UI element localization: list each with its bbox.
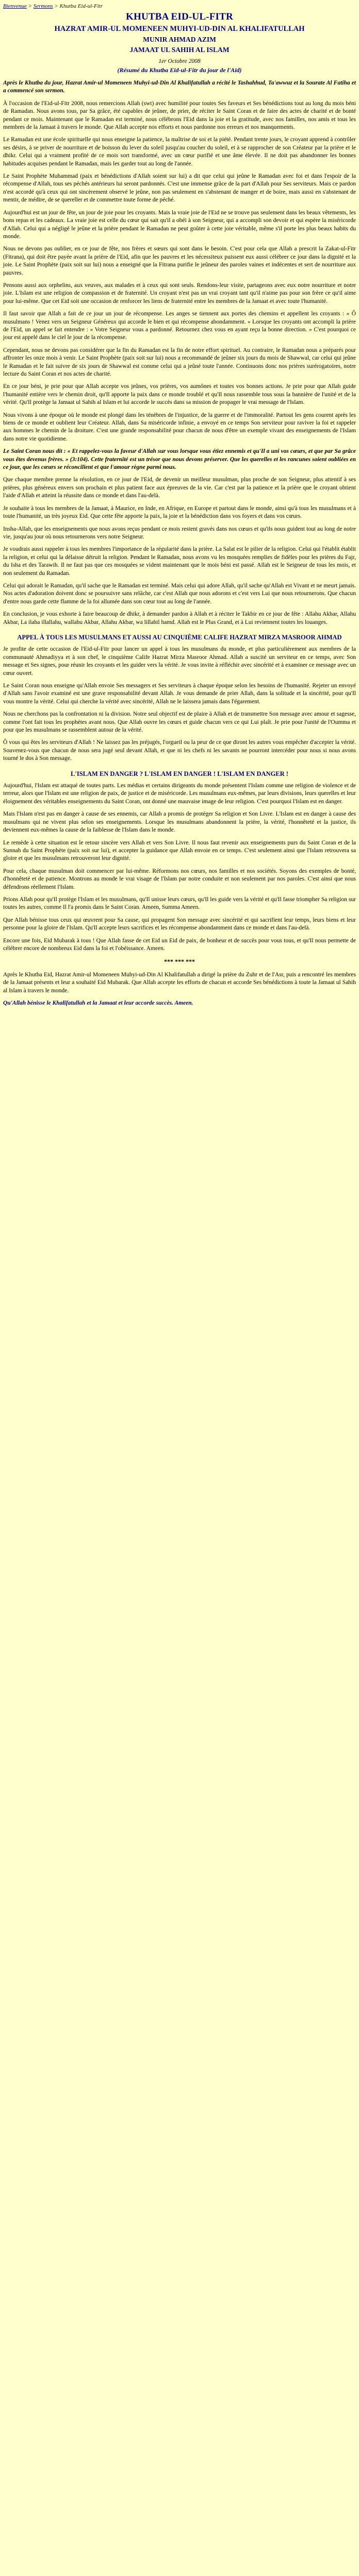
page-subtitle: HAZRAT AMIR-UL MOMENEEN MUHYI-UD-DIN AL KHALIFATULLAH [54, 25, 305, 33]
body-paragraph: Le Ramadan est une école spirituelle qui nous enseigne la patience, la maîtrise de soi et la piété. Pendant trente jours, le croyant apprend à contrôler ses désirs, à se priver de nourriture et de boisson du lever du soleil jusqu'au coucher du soleil, et à se rapprocher de son Créateur par la prière et le dhikr. Celui qui a vraiment profité de ce mois sort transformé, avec un cœur purifié et une âme élevée. Il ne doit pas abandonner les bonnes habitudes acquises pendant le Ramadan, mais les garder tout au long de l'année. [3, 137, 356, 167]
breadcrumb-current: Khutba Eid-ul-Fitr [59, 3, 103, 9]
body-paragraph: Je voudrais aussi rappeler à tous les membres l'importance de la régularité dans la prière. La Salat est le pilier de la religion. Celui qui l'établit établit la religion, et celui qui la délaisse détruit la religion. Pendant le Ramadan, nous avons vu les mosquées remplies de fidèles pour les prières du Fajr, du Isha et des Tarawih. Il ne faut pas que ces mosquées se vident maintenant que le mois béni est passé. Allah est le Seigneur de tous les mois, et non seulement du Ramadan. [3, 546, 356, 577]
body-paragraph: Insha-Allah, que les enseignements que nous avons reçus pendant ce mois restent gravés dans nos cœurs et qu'ils nous guident tout au long de notre vie, jusqu'au jour où nous retournerons vers notre Seigneur. [3, 526, 356, 540]
body-paragraph: En ce jour béni, je prie pour que Allah accepte vos jeûnes, vos prières, vos aumônes et toutes vos bonnes actions. Je prie pour que Allah guide l'humanité entière vers le chemin droit, qu'Il apporte la paix dans ce monde troublé et qu'Il nous rassemble tous sous la bannière de l'unité et de la vérité. Qu'Il protège la Jamaat ul Sahih al Islam et lui accorde le succès dans sa mission de propager le vrai message de l'Islam. [3, 383, 356, 406]
body-paragraph: Que chaque membre prenne la résolution, en ce jour de l'Eid, de devenir un meilleur musulman, plus proche de son Seigneur, plus attentif à ses prières, plus généreux envers son prochain et plus patient face aux épreuves de la vie. Car c'est par la patience et la prière que le croyant obtient l'aide d'Allah et atteint la réussite dans ce monde et dans l'au-delà. [3, 477, 356, 499]
body-paragraph: Ô vous qui êtes les serviteurs d'Allah ! Ne laissez pas les préjugés, l'orgueil ou la peur de ce que diront les autres vous empêcher d'accepter la vérité. Souvenez-vous que chacun de nous sera jugé seul devant Allah, et que ni les chefs ni les savants ne pourront intercéder pour nous si nous avons tourné le dos à Son message. [3, 739, 356, 762]
body-paragraph: À l'occasion de l'Eid-ul-Fitr 2008, nous remercions Allah (swt) avec humilité pour toutes Ses faveurs et Ses bénédictions tout au long du mois béni de Ramadan. Nous avons tous, par Sa grâce, été capables de jeûner, de prier, de réciter le Saint Coran et de faire des actes de charité et de bonté pendant ce mois. Maintenant que le Ramadan est terminé, nous célébrons l'Eid dans la joie et la gratitude, avec nos familles, nos amis et tous les membres de la Jamaat à travers le monde. Que Allah accepte nos efforts et nous pardonne nos erreurs et nos manquements. [3, 100, 356, 131]
page-title: KHUTBA EID-UL-FITR [126, 11, 233, 22]
organization-name: JAMAAT UL SAHIH AL ISLAM [129, 46, 230, 54]
sermon-topic: (Résumé du Khutba Eid-ul-Fitr du jour de l'Aïd) [117, 66, 242, 74]
breadcrumb [3, 3, 356, 9]
breadcrumb-home-link[interactable]: Bienvenue [3, 3, 27, 9]
body-paragraph: Nous ne devons pas oublier, en ce jour de fête, nos frères et sœurs qui sont dans le besoin. C'est pour cela que Allah a prescrit la Zakat-ul-Fitr (Fitrana), qui doit être payée avant la prière de l'Eid, afin que les pauvres et les nécessiteux puissent eux aussi célébrer ce jour dans la dignité et la joie. Le Saint Prophète (paix soit sur lui) nous a enseigné que la Fitrana purifie le jeûneur des paroles vaines et indécentes et sert de nourriture aux pauvres. [3, 246, 356, 276]
body-paragraph: Pensons aussi aux orphelins, aux veuves, aux malades et à ceux qui sont seuls. Rendons-leur visite, partageons avec eux notre nourriture et notre joie. L'Islam est une religion de compassion et de fraternité. Un croyant n'est pas un vrai croyant tant qu'il n'aime pas pour son frère ce qu'il aime pour lui-même. Que cet Eid soit une occasion de renforcer les liens de fraternité entre les membres de la Jamaat et avec toute l'humanité. [3, 282, 356, 304]
header [3, 11, 356, 54]
body-paragraph: Cependant, nous ne devons pas considérer que la fin du Ramadan est la fin de notre effort spirituel. Au contraire, le Ramadan nous a préparés pour affronter les onze mois à venir. Le Saint Prophète (paix soit sur lui) nous a recommandé de jeûner six jours du mois de Shawwal, car celui qui jeûne le Ramadan et le fait suivre de six jours de Shawwal est comme celui qui a jeûné toute l'année. Continuons donc nos prières surérogatoires, notre lecture du Saint Coran et nos actes de charité. [3, 347, 356, 377]
body-paragraph: Le Saint Coran nous enseigne qu'Allah envoie Ses messagers et Ses serviteurs à chaque époque selon les besoins de l'humanité. Rejeter un envoyé d'Allah sans l'avoir examiné est une grave responsabilité devant Allah. Je vous demande de prier Allah, dans la solitude et la sincérité, pour qu'Il vous montre la vérité. Celui qui cherche la vérité avec sincérité, Allah ne le laissera jamais dans l'égarement. [3, 683, 356, 705]
body-paragraph: Encore une fois, Eid Mubarak à tous ! Que Allah fasse de cet Eid un Eid de paix, de bonheur et de succès pour vous tous, et qu'Il nous permette de célébrer encore de nombreux Eid dans la foi et l'obéissance. Ameen. [3, 937, 356, 952]
breadcrumb-section-link[interactable]: Sermons [33, 3, 53, 9]
body-paragraph: Celui qui adorait le Ramadan, qu'il sache que le Ramadan est terminé. Mais celui qui adore Allah, qu'il sache qu'Allah est Vivant et ne meurt jamais. Nos actes d'adoration doivent donc se poursuivre sans relâche, car c'est Allah que nous adorons et c'est vers Lui que nous retournerons. Que chacun d'entre nous garde cette flamme de la foi allumée dans son cœur tout au long de l'année. [3, 582, 356, 605]
breadcrumb-separator: > [26, 3, 34, 9]
body-paragraph: Aujourd'hui, l'Islam est attaqué de toutes parts. Les médias et certains dirigeants du monde présentent l'Islam comme une religion de violence et de terreur, alors que l'Islam est une religion de paix, de justice et de miséricorde. Les musulmans eux-mêmes, par leurs divisions, leurs querelles et leur éloignement des véritables enseignements du Saint Coran, ont donné une mauvaise image de leur religion. C'est pourquoi l'Islam est en danger. [3, 783, 356, 805]
quote-paragraph: Le Saint Coran nous dit : « Et rappelez-vous la faveur d'Allah sur vous lorsque vous étiez ennemis et qu'Il a uni vos cœurs, et que par Sa grâce vous êtes devenus frères. » (3:104). Cette fraternité est un trésor que nous devons préserver. Que les querelles et les rancunes soient oubliées en ce jour, que les cœurs se réconcilient et que l'amour règne parmi nous. [3, 448, 356, 471]
closing-paragraph: Après le Khutba Eid, Hazrat Amir-ul Momeneen Muhyi-ud-Din Al Khalifatullah a dirigé la prière du Zuhr et de l'Asr, puis a rencontré les membres de la Jamaat présents et leur a souhaité Eid Mubarak. Que Allah accepte les efforts de chacun et accorde Ses bénédictions à toute la Jamaat ul Sahih al Islam à travers le monde. [3, 971, 356, 994]
body-paragraph: Je profite de cette occasion de l'Eid-ul-Fitr pour lancer un appel à tous les musulmans du monde, et plus particulièrement aux membres de la communauté Ahmadiyya et à son chef, le cinquième Calife Hazrat Mirza Masroor Ahmad. Allah a suscité un serviteur en ce temps, avec Son message et Ses signes, pour réunir les croyants et les guider vers la vérité. Je vous invite à réfléchir avec sincérité et à examiner ce message avec un cœur ouvert. [3, 646, 356, 676]
breadcrumb-separator: > [53, 3, 60, 9]
body-paragraph: Pour cela, chaque musulman doit commencer par lui-même. Réformons nos cœurs, nos familles et nos sociétés. Soyons des exemples de bonté, d'honnêteté et de patience. Montrons au monde le vrai visage de l'Islam par notre conduite et non seulement par nos paroles. C'est ainsi que nous défendrons réellement l'Islam. [3, 868, 356, 890]
intro-paragraph: Après le Khutba du jour, Hazrat Amir-ul Momeneen Muhyi-ud-Din Al Khalifatullah a récité le Tashahhud, Ta'awwuz et la Sourate Al Fatiha et a commencé son sermon. [3, 80, 356, 94]
section-divider-stars: *** *** *** [164, 958, 195, 965]
author-name: MUNIR AHMAD AZIM [143, 36, 216, 43]
body-paragraph: Aujourd'hui est un jour de fête, un jour de joie pour les croyants. Mais la vraie joie de l'Eid ne se trouve pas seulement dans les beaux vêtements, les bons repas et les cadeaux. La vraie joie est celle du cœur qui sait qu'il a obéi à son Seigneur, qui a accompli son devoir et qui espère la miséricorde d'Allah. Celui qui a négligé le jeûne et la prière pendant le Ramadan ne peut goûter à cette joie véritable, même s'il porte les plus beaux habits du monde. [3, 209, 356, 240]
body-paragraph: Il faut savoir que Allah a fait de ce jour un jour de récompense. Les anges se tiennent aux portes des chemins et appellent les croyants : « Ô musulmans ! Venez vers un Seigneur Généreux qui accorde le bien et qui récompense abondamment. » Lorsque les croyants ont accompli la prière de l'Eid, un appel se fait entendre : « Votre Seigneur vous a pardonné. Retournez chez vous en ayant reçu la bonne direction. » C'est pourquoi ce jour est appelé dans le ciel le jour de la récompense. [3, 311, 356, 341]
closing-prayer: Qu'Allah bénisse le Khalifatullah et la Jamaat et leur accorde succès. Ameen. [3, 1000, 193, 1006]
body-paragraph: Le remède à cette situation est le retour sincère vers Allah et vers Son Livre. Il nous faut revenir aux enseignements purs du Saint Coran et de la Sunnah du Saint Prophète (paix soit sur lui), et accepter la guidance que Allah envoie en ce temps. C'est seulement ainsi que l'Islam retrouvera sa gloire et que les musulmans retrouveront leur dignité. [3, 839, 356, 862]
sermon-date: 1er Octobre 2008 [158, 58, 201, 64]
body-paragraph: Prions Allah pour qu'Il protège l'Islam et les musulmans, qu'Il unisse leurs cœurs, qu'Il les guide vers la vérité et qu'Il fasse triompher Sa religion sur toutes les autres, comme Il l'a promis dans le Saint Coran. Ameen, Summa Ameen. [3, 896, 356, 911]
body-paragraph: Je souhaite à tous les membres de la Jamaat, à Maurice, en Inde, en Afrique, en Europe et partout dans le monde, ainsi qu'à tous les musulmans et à toute l'humanité, un très joyeux Eid. Que cette fête apporte la paix, la joie et la bénédiction dans vos foyers et dans vos cœurs. [3, 505, 356, 520]
body-paragraph: Que Allah bénisse tous ceux qui œuvrent pour Sa cause, qui propagent Son message avec sincérité et qui sacrifient leur temps, leurs biens et leur personne pour la gloire de l'Islam. Qu'Il accepte leurs sacrifices et les récompense abondamment dans ce monde et dans l'au-delà. [3, 917, 356, 931]
sermon-body [3, 79, 356, 1007]
body-paragraph: Le Saint Prophète Muhammad (paix et bénédictions d'Allah soient sur lui) a dit que celui qui jeûne le Ramadan avec foi et dans l'espoir de la récompense d'Allah, tous ses péchés antérieurs lui seront pardonnés. C'est une immense grâce de la part d'Allah pour Ses serviteurs. Mais ce pardon n'est accordé qu'à ceux qui ont sincèrement observé le jeûne, non pas seulement en s'abstenant de manger et de boire, mais aussi en s'abstenant de mentir, de médire, de se quereller et de commettre toute forme de péché. [3, 173, 356, 204]
body-paragraph: Mais l'Islam n'est pas en danger à cause de ses ennemis, car Allah a promis de protéger Sa religion et Son Livre. L'Islam est en danger à cause des musulmans qui ne vivent plus selon ses enseignements. Lorsque les musulmans abandonnent la prière, la vérité, l'honnêteté et la justice, ils deviennent eux-mêmes la cause de la faiblesse de l'Islam dans le monde. [3, 811, 356, 834]
section-heading-appeal: APPEL À TOUS LES MUSULMANS ET AUSSI AU CINQUIÈME CALIFE HAZRAT MIRZA MASROOR AHMAD [17, 633, 342, 641]
body-paragraph: Nous vivons à une époque où le monde est plongé dans les ténèbres de l'injustice, de la guerre et de l'immoralité. Partout les gens courent après les biens de ce monde et oublient leur Créateur. Allah, dans Sa miséricorde infinie, a envoyé en ce temps Son serviteur pour raviver la foi et rappeler aux hommes le chemin de la droiture. C'est une grande responsabilité pour chacun de nous d'être un exemple vivant des enseignements de l'Islam dans notre vie quotidienne. [3, 412, 356, 442]
body-paragraph: En conclusion, je vous exhorte à faire beaucoup de dhikr, à demander pardon à Allah et à réciter le Takbir en ce jour de fête : Allahu Akbar, Allahu Akbar, La ilaha illallahu, wallahu Akbar, Allahu Akbar, wa lillahil hamd. Allah est le Plus Grand, et à Lui reviennent toutes les louanges. [3, 611, 356, 625]
page [0, 0, 359, 1007]
section-heading-islam-danger: L'ISLAM EN DANGER ? L'ISLAM EN DANGER ! L'ISLAM EN DANGER ! [71, 770, 288, 777]
body-paragraph: Nous ne cherchons pas la confrontation ni la division. Notre seul objectif est de plaire à Allah et de transmettre Son message avec amour et sagesse, comme l'ont fait tous les prophètes avant nous. Que Allah ouvre les cœurs et guide chacun vers ce qui Lui plaît. Je prie pour l'unité de l'Oumma et pour que les musulmans se rassemblent autour de la vérité. [3, 711, 356, 734]
